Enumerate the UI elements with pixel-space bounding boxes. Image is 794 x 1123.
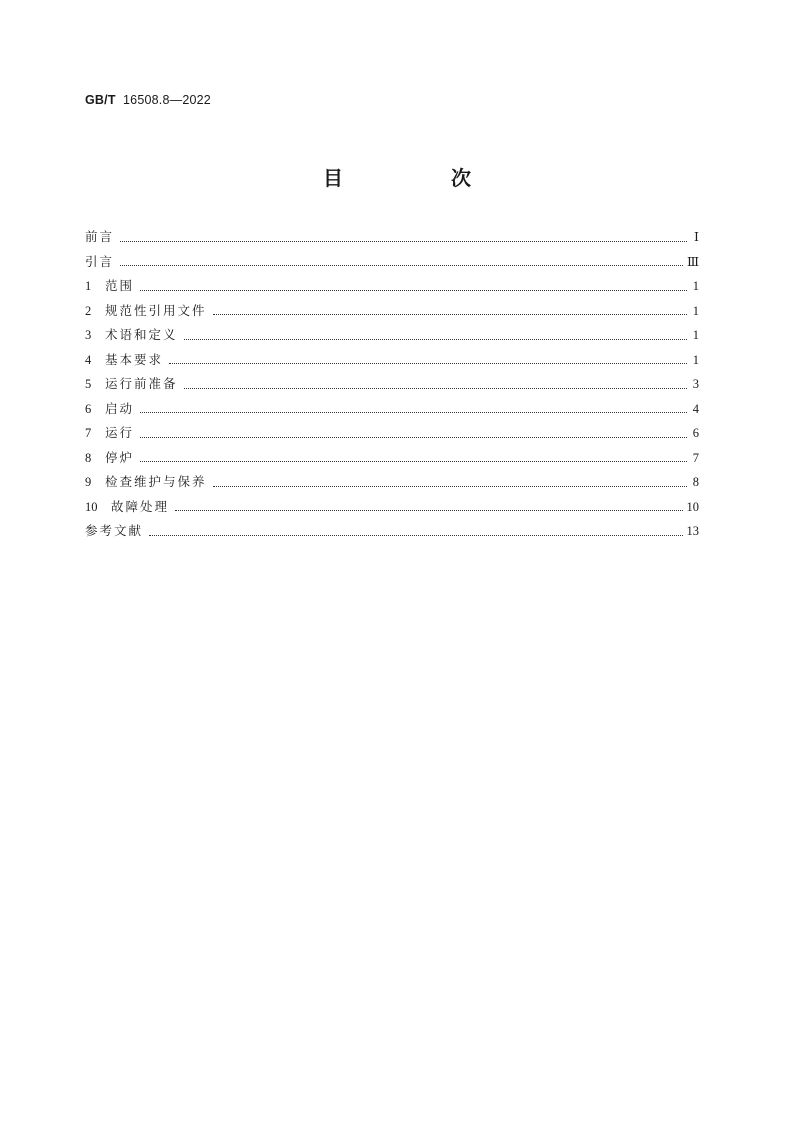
standard-code: GB/T [85, 93, 116, 107]
toc-entry-number: 1 [85, 279, 92, 293]
toc-entry-number: 7 [85, 426, 92, 440]
dot-leader [184, 388, 687, 389]
toc-entry-scope[interactable] [85, 277, 699, 302]
toc-entry-page: 6 [692, 426, 699, 440]
toc-entry-page: 7 [692, 450, 699, 465]
toc-entry-label: 故障处理 [111, 498, 170, 514]
toc-title: 目 次 [323, 166, 515, 190]
dot-leader [149, 535, 682, 536]
toc-entry-terms-definitions[interactable] [85, 326, 699, 351]
toc-entry-label: 范围 [105, 278, 135, 293]
toc-entry-label: 检查维护与保养 [105, 474, 207, 489]
toc-entry-page: 1 [692, 328, 699, 342]
toc-entry-normative-references[interactable] [85, 302, 699, 327]
toc-entry-number: 8 [85, 450, 92, 465]
toc-entry-label: 前言 [85, 229, 115, 244]
toc-entry-label: 术语和定义 [105, 327, 178, 342]
dot-leader [213, 486, 687, 487]
dot-leader [120, 241, 687, 242]
toc-entry-label: 停炉 [105, 449, 135, 465]
toc-entry-label: 运行前准备 [105, 376, 178, 391]
standard-number: 16508.8—2022 [123, 93, 211, 107]
dot-leader [213, 314, 687, 315]
toc-entry-page: Ⅲ [686, 254, 699, 269]
toc-entry-introduction[interactable] [85, 253, 699, 278]
toc-entry-label: 启动 [105, 400, 135, 416]
dot-leader [140, 461, 687, 462]
table-of-contents [85, 228, 699, 547]
toc-entry-operation[interactable] [85, 424, 699, 449]
toc-entry-label: 参考文献 [85, 523, 144, 538]
document-header [85, 93, 211, 107]
toc-entry-page: 4 [692, 401, 699, 416]
toc-entry-number: 2 [85, 303, 92, 318]
toc-entry-label: 基本要求 [105, 351, 164, 367]
toc-entry-number: 6 [85, 401, 92, 416]
dot-leader [140, 437, 687, 438]
toc-entry-page: 1 [692, 279, 699, 293]
toc-entry-basic-requirements[interactable] [85, 351, 699, 376]
dot-leader [175, 510, 682, 511]
toc-entry-pre-operation[interactable] [85, 375, 699, 400]
dot-leader [140, 412, 687, 413]
toc-entry-label: 规范性引用文件 [105, 302, 207, 318]
toc-entry-label: 运行 [105, 425, 135, 440]
dot-leader [140, 290, 687, 291]
dot-leader [169, 363, 687, 364]
toc-entry-label: 引言 [85, 253, 115, 269]
toc-entry-number: 4 [85, 352, 92, 367]
toc-entry-number: 10 [85, 499, 98, 514]
toc-entry-startup[interactable] [85, 400, 699, 425]
toc-entry-page: 1 [692, 303, 699, 318]
toc-entry-number: 5 [85, 377, 92, 391]
toc-entry-page: 8 [692, 475, 699, 489]
toc-entry-number: 9 [85, 475, 92, 489]
toc-entry-inspection-maintenance[interactable] [85, 473, 699, 498]
toc-entry-fault-handling[interactable] [85, 498, 699, 523]
dot-leader [120, 265, 683, 266]
dot-leader [184, 339, 687, 340]
toc-entry-number: 3 [85, 328, 92, 342]
toc-entry-page: 3 [692, 377, 699, 391]
toc-entry-foreword[interactable] [85, 228, 699, 253]
toc-entry-page: 13 [686, 524, 699, 538]
toc-entry-page: Ⅰ [694, 230, 699, 244]
toc-entry-page: 1 [692, 352, 699, 367]
toc-entry-page: 10 [686, 499, 699, 514]
toc-entry-bibliography[interactable] [85, 522, 699, 547]
toc-entry-shutdown[interactable] [85, 449, 699, 474]
